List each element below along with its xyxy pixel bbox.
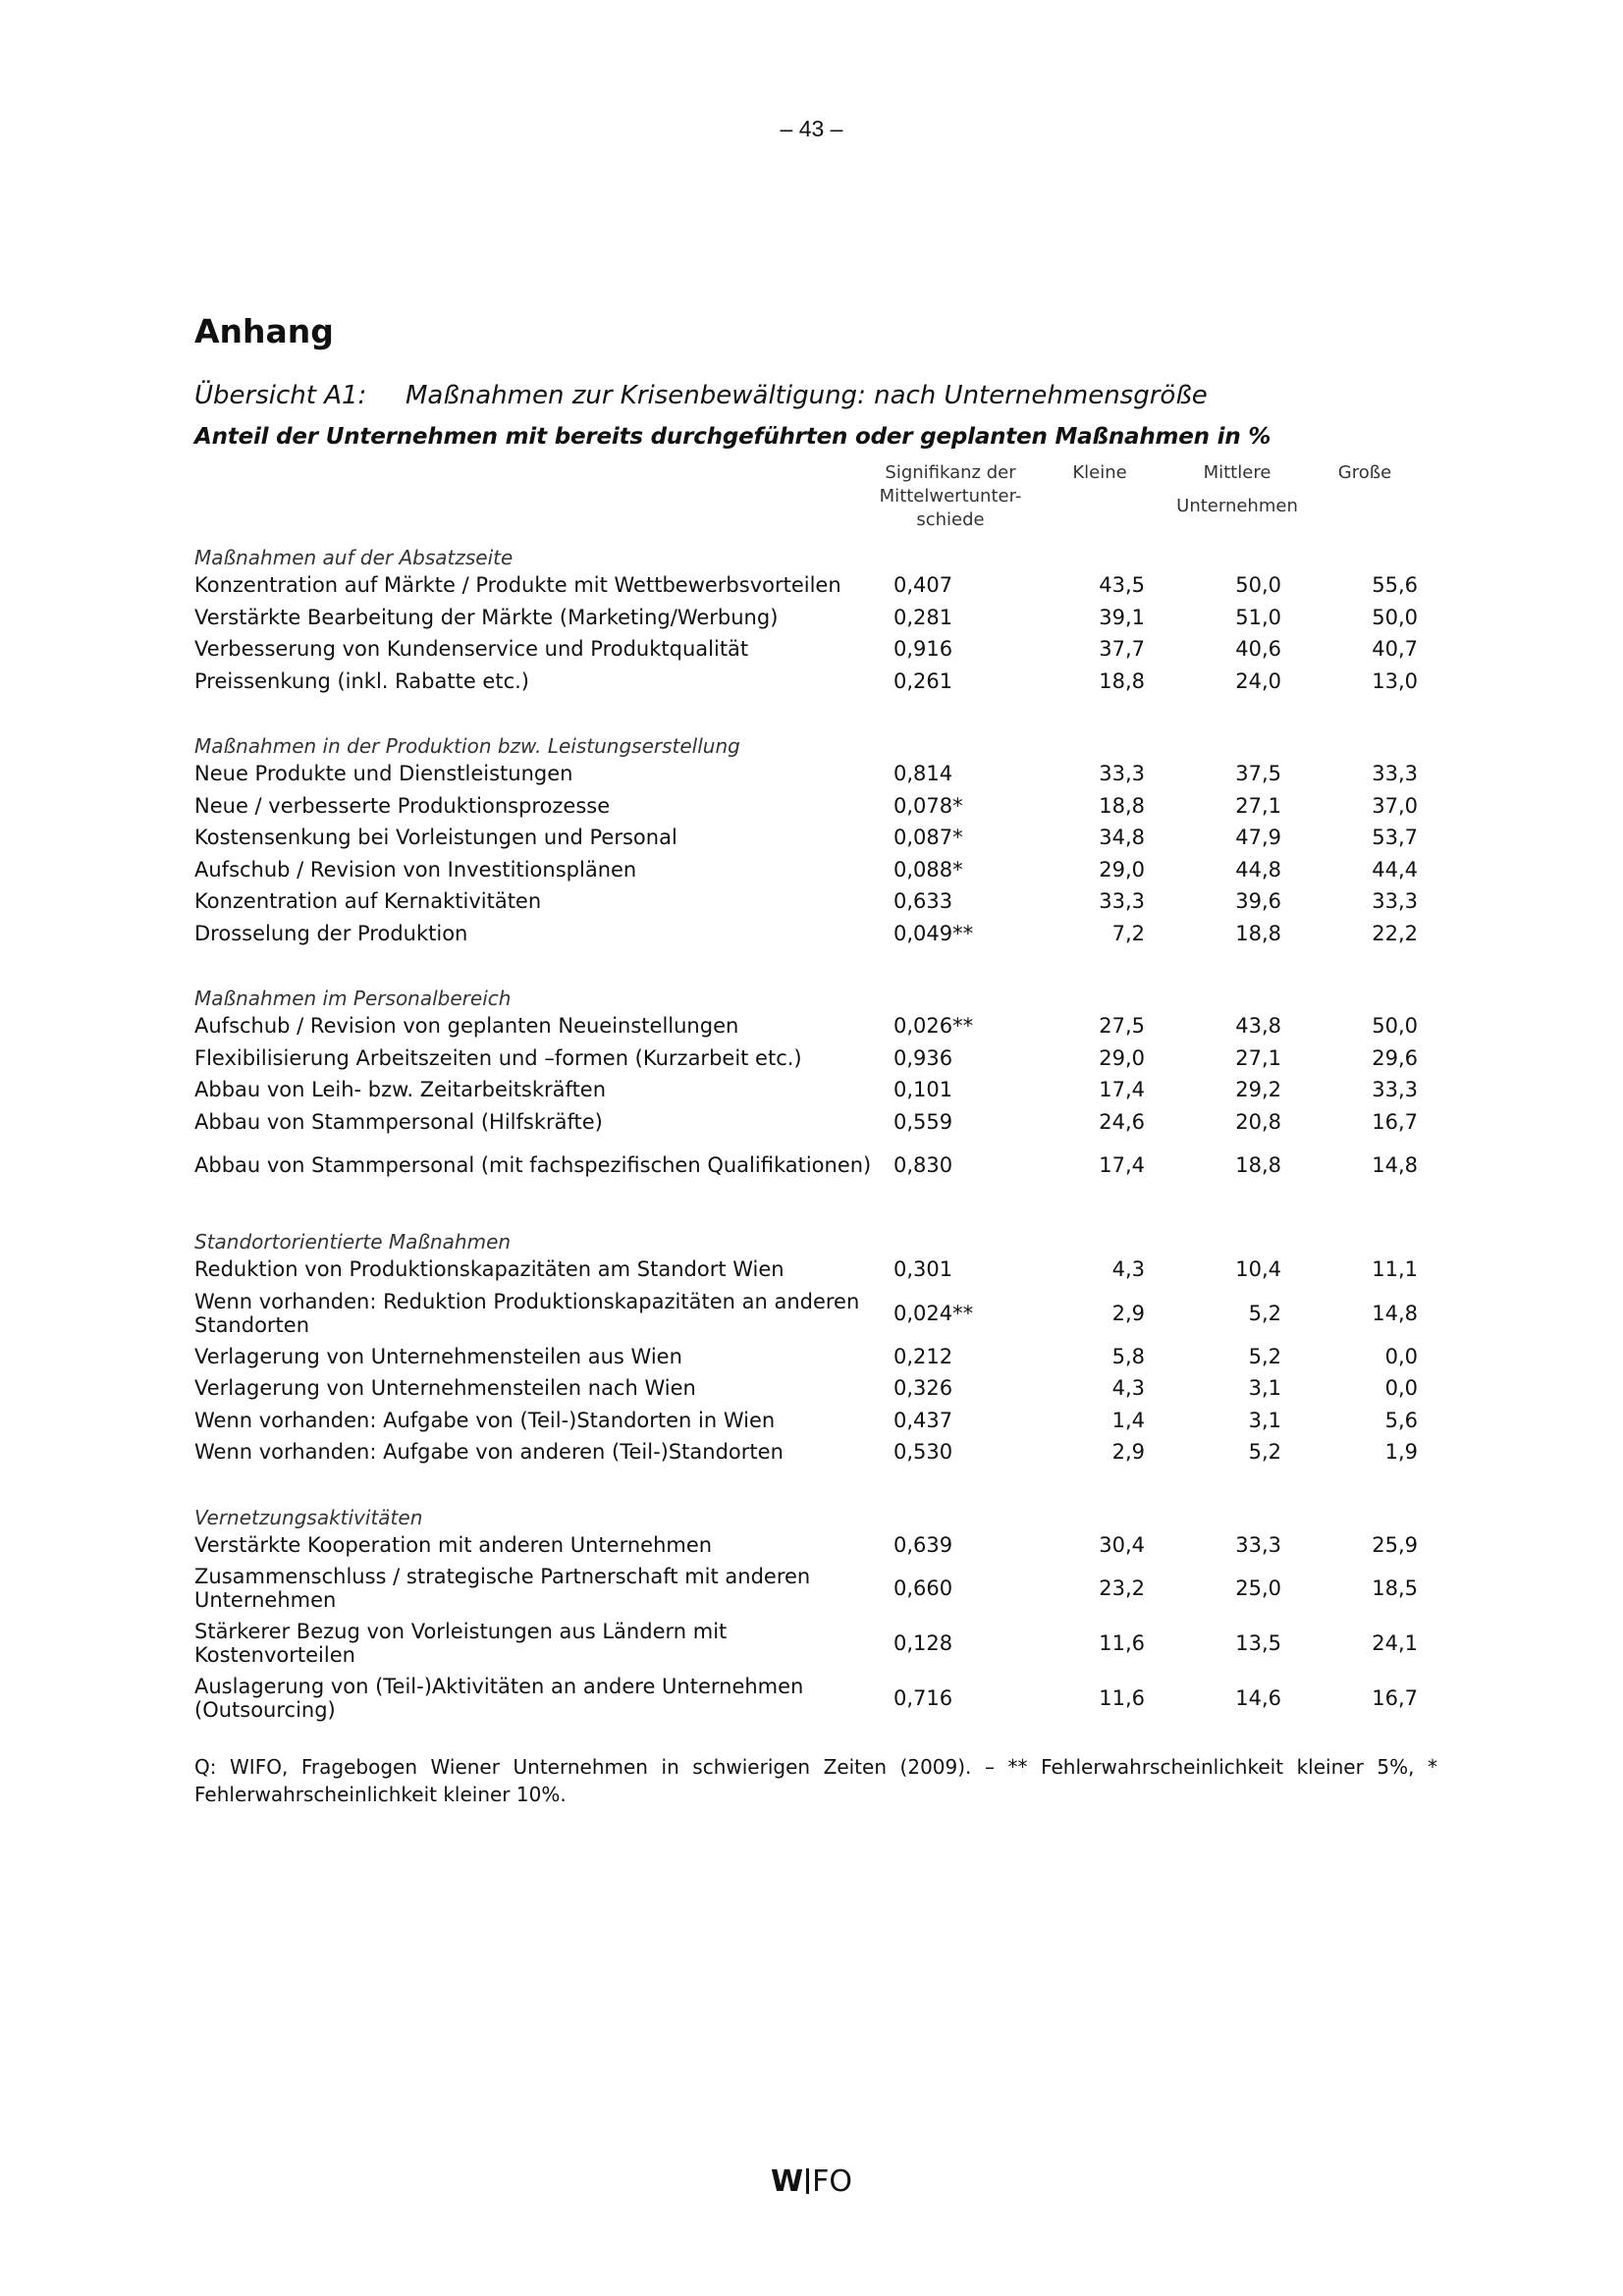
kleine-value: 2,9 xyxy=(1111,1301,1145,1325)
mittlere-value: 13,5 xyxy=(1235,1631,1281,1655)
grosse-value: 0,0 xyxy=(1384,1376,1418,1401)
kleine-value: 2,9 xyxy=(1111,1440,1145,1465)
table-title-text: Maßnahmen zur Krisenbewältigung: nach Unternehmensgröße xyxy=(406,381,1208,410)
table-row xyxy=(194,1436,1418,1468)
mittlere-value: 39,6 xyxy=(1235,889,1281,914)
table-row xyxy=(194,1074,1418,1106)
mittlere-value: 18,8 xyxy=(1235,1153,1281,1177)
kleine-value: 29,0 xyxy=(1099,857,1145,881)
significance-value: 0,326 xyxy=(893,1376,953,1401)
row-label: Kostensenkung bei Vorleistungen und Personal xyxy=(194,826,677,850)
significance-value: 0,024** xyxy=(893,1301,974,1325)
significance-value: 0,830 xyxy=(893,1153,953,1177)
kleine-value: 11,6 xyxy=(1099,1631,1145,1655)
grosse-value: 44,4 xyxy=(1372,857,1418,881)
grosse-value: 11,1 xyxy=(1372,1257,1418,1282)
row-label: Neue Produkte und Dienstleistungen xyxy=(194,762,573,786)
table-row xyxy=(194,1671,1418,1726)
grosse-value: 22,2 xyxy=(1372,921,1418,945)
grosse-value: 14,8 xyxy=(1372,1153,1418,1177)
row-label: Reduktion von Produktionskapazitäten am Standort Wien xyxy=(194,1257,784,1282)
row-label: Verstärkte Bearbeitung der Märkte (Marketing/Werbung) xyxy=(194,605,779,629)
table-row xyxy=(194,1616,1418,1671)
row-label: Wenn vorhanden: Aufgabe von anderen (Teil-)Standorten xyxy=(194,1440,784,1465)
table-row xyxy=(194,1010,1418,1042)
table-title-label: Übersicht A1: xyxy=(194,381,367,410)
significance-value: 0,916 xyxy=(893,637,953,662)
mittlere-value: 27,1 xyxy=(1235,793,1281,818)
mittlere-value: 25,0 xyxy=(1235,1576,1281,1600)
table-row xyxy=(194,633,1418,666)
mittlere-value: 43,8 xyxy=(1235,1014,1281,1039)
significance-value: 0,559 xyxy=(893,1109,953,1134)
table-row xyxy=(194,666,1418,698)
table-row xyxy=(194,854,1418,886)
mittlere-value: 18,8 xyxy=(1235,921,1281,945)
significance-value: 0,026** xyxy=(893,1014,974,1039)
row-label: Verlagerung von Unternehmensteilen nach Wien xyxy=(194,1376,696,1401)
significance-value: 0,633 xyxy=(893,889,953,914)
section-spacer xyxy=(194,697,1418,726)
row-label: Konzentration auf Kernaktivitäten xyxy=(194,889,542,914)
table-subtitle: Anteil der Unternehmen mit bereits durchgeführten oder geplanten Maßnahmen in % xyxy=(194,424,1271,450)
row-label: Aufschub / Revision von Investitionsplänen xyxy=(194,857,637,881)
mittlere-value: 14,6 xyxy=(1235,1686,1281,1710)
mittlere-value: 5,2 xyxy=(1248,1301,1281,1325)
row-label: Aufschub / Revision von geplanten Neueinstellungen xyxy=(194,1014,739,1039)
kleine-value: 27,5 xyxy=(1099,1014,1145,1039)
significance-value: 0,281 xyxy=(893,605,953,629)
grosse-value: 0,0 xyxy=(1384,1344,1418,1368)
significance-value: 0,660 xyxy=(893,1576,953,1600)
kleine-value: 1,4 xyxy=(1111,1408,1145,1432)
section-title-row xyxy=(194,538,1418,569)
column-header-signifikanz: Signifikanz der Mittelwertunter-schiede xyxy=(879,462,1022,530)
kleine-value: 37,7 xyxy=(1099,637,1145,662)
kleine-value: 33,3 xyxy=(1099,762,1145,786)
significance-value: 0,088* xyxy=(893,857,963,881)
kleine-value: 11,6 xyxy=(1099,1686,1145,1710)
mittlere-value: 5,2 xyxy=(1248,1440,1281,1465)
section-title-row xyxy=(194,1498,1418,1529)
kleine-value: 4,3 xyxy=(1111,1257,1145,1282)
column-header-mittlere: Mittlere xyxy=(1203,462,1271,483)
row-label: Verbesserung von Kundenservice und Produktqualität xyxy=(194,637,749,662)
column-header-unternehmen: Unternehmen xyxy=(1176,496,1298,516)
kleine-value: 34,8 xyxy=(1099,826,1145,850)
section-title: Vernetzungsaktivitäten xyxy=(194,1505,423,1529)
row-label: Neue / verbesserte Produktionsprozesse xyxy=(194,793,611,818)
section-title-row xyxy=(194,1222,1418,1254)
table-row xyxy=(194,758,1418,790)
mittlere-value: 33,3 xyxy=(1235,1532,1281,1557)
kleine-value: 7,2 xyxy=(1111,921,1145,945)
grosse-value: 25,9 xyxy=(1372,1532,1418,1557)
grosse-value: 1,9 xyxy=(1384,1440,1418,1465)
kleine-value: 30,4 xyxy=(1099,1532,1145,1557)
row-label: Konzentration auf Märkte / Produkte mit Wettbewerbsvorteilen xyxy=(194,573,841,598)
grosse-value: 16,7 xyxy=(1372,1686,1418,1710)
significance-value: 0,212 xyxy=(893,1344,953,1368)
grosse-value: 53,7 xyxy=(1372,826,1418,850)
significance-value: 0,049** xyxy=(893,921,974,945)
significance-value: 0,639 xyxy=(893,1532,953,1557)
row-label: Preissenkung (inkl. Rabatte etc.) xyxy=(194,668,529,693)
mittlere-value: 37,5 xyxy=(1235,762,1281,786)
kleine-value: 33,3 xyxy=(1099,889,1145,914)
section-title-row xyxy=(194,726,1418,758)
mittlere-value: 20,8 xyxy=(1235,1109,1281,1134)
grosse-value: 50,0 xyxy=(1372,1014,1418,1039)
measures-table xyxy=(194,538,1418,1726)
mittlere-value: 40,6 xyxy=(1235,637,1281,662)
grosse-value: 13,0 xyxy=(1372,668,1418,693)
mittlere-value: 29,2 xyxy=(1235,1078,1281,1102)
table-row xyxy=(194,1529,1418,1562)
table-row xyxy=(194,1138,1418,1193)
significance-value: 0,437 xyxy=(893,1408,953,1432)
section-title: Standortorientierte Maßnahmen xyxy=(194,1230,512,1254)
row-label: Flexibilisierung Arbeitszeiten und –formen (Kurzarbeit etc.) xyxy=(194,1045,802,1070)
row-label: Wenn vorhanden: Aufgabe von (Teil-)Standorten in Wien xyxy=(194,1408,776,1432)
row-label: Drosselung der Produktion xyxy=(194,921,468,945)
kleine-value: 5,8 xyxy=(1111,1344,1145,1368)
kleine-value: 18,8 xyxy=(1099,793,1145,818)
table-row xyxy=(194,822,1418,854)
grosse-value: 16,7 xyxy=(1372,1109,1418,1134)
mittlere-value: 10,4 xyxy=(1235,1257,1281,1282)
significance-value: 0,530 xyxy=(893,1440,953,1465)
significance-value: 0,407 xyxy=(893,573,953,598)
grosse-value: 18,5 xyxy=(1372,1576,1418,1600)
wifo-logo: W FO xyxy=(771,2164,852,2199)
row-label: Abbau von Leih- bzw. Zeitarbeitskräften xyxy=(194,1078,607,1102)
source-footnote: Q: WIFO, Fragebogen Wiener Unternehmen in schwierigen Zeiten (2009). – ** Fehlerwahrscheinlichkeit kleiner 5%, * Fehlerwahrscheinlichkeit kleiner 10%. xyxy=(194,1755,1437,1806)
mittlere-value: 47,9 xyxy=(1235,826,1281,850)
mittlere-value: 50,0 xyxy=(1235,573,1281,598)
table-title xyxy=(194,381,1208,410)
significance-value: 0,101 xyxy=(893,1078,953,1102)
mittlere-value: 3,1 xyxy=(1248,1408,1281,1432)
grosse-value: 5,6 xyxy=(1384,1408,1418,1432)
table-row xyxy=(194,1561,1418,1616)
section-title-row xyxy=(194,979,1418,1010)
table-row xyxy=(194,1042,1418,1075)
row-label: Wenn vorhanden: Reduktion Produktionskapazitäten an anderen Standorten xyxy=(194,1289,860,1337)
significance-value: 0,814 xyxy=(893,762,953,786)
row-label: Stärkerer Bezug von Vorleistungen aus Ländern mit Kostenvorteilen xyxy=(194,1620,728,1667)
grosse-value: 33,3 xyxy=(1372,1078,1418,1102)
table-row xyxy=(194,569,1418,602)
table-row xyxy=(194,918,1418,950)
grosse-value: 24,1 xyxy=(1372,1631,1418,1655)
kleine-value: 43,5 xyxy=(1099,573,1145,598)
mittlere-value: 44,8 xyxy=(1235,857,1281,881)
table-row xyxy=(194,1405,1418,1437)
significance-value: 0,261 xyxy=(893,668,953,693)
table-row xyxy=(194,790,1418,823)
appendix-heading: Anhang xyxy=(194,312,334,350)
significance-value: 0,936 xyxy=(893,1045,953,1070)
section-spacer xyxy=(194,949,1418,979)
kleine-value: 17,4 xyxy=(1099,1078,1145,1102)
section-title: Maßnahmen auf der Absatzseite xyxy=(194,546,514,569)
kleine-value: 23,2 xyxy=(1099,1576,1145,1600)
table-row xyxy=(194,1341,1418,1373)
table-row xyxy=(194,885,1418,918)
section-title: Maßnahmen in der Produktion bzw. Leistungserstellung xyxy=(194,734,740,758)
column-header-kleine: Kleine xyxy=(1072,462,1127,483)
significance-value: 0,078* xyxy=(893,793,963,818)
grosse-value: 33,3 xyxy=(1372,762,1418,786)
table-row xyxy=(194,1254,1418,1286)
row-label: Zusammenschluss / strategische Partnerschaft mit anderen Unternehmen xyxy=(194,1565,811,1612)
table-row xyxy=(194,602,1418,634)
table-row xyxy=(194,1106,1418,1139)
section-title: Maßnahmen im Personalbereich xyxy=(194,987,512,1010)
table-row xyxy=(194,1372,1418,1405)
mittlere-value: 27,1 xyxy=(1235,1045,1281,1070)
significance-value: 0,087* xyxy=(893,826,963,850)
grosse-value: 55,6 xyxy=(1372,573,1418,598)
kleine-value: 29,0 xyxy=(1099,1045,1145,1070)
grosse-value: 50,0 xyxy=(1372,605,1418,629)
kleine-value: 39,1 xyxy=(1099,605,1145,629)
grosse-value: 33,3 xyxy=(1372,889,1418,914)
kleine-value: 17,4 xyxy=(1099,1153,1145,1177)
kleine-value: 18,8 xyxy=(1099,668,1145,693)
significance-value: 0,301 xyxy=(893,1257,953,1282)
mittlere-value: 24,0 xyxy=(1235,668,1281,693)
grosse-value: 37,0 xyxy=(1372,793,1418,818)
significance-value: 0,128 xyxy=(893,1631,953,1655)
table-row xyxy=(194,1286,1418,1341)
grosse-value: 40,7 xyxy=(1372,637,1418,662)
section-spacer xyxy=(194,1468,1418,1498)
section-spacer xyxy=(194,1193,1418,1222)
row-label: Auslagerung von (Teil-)Aktivitäten an andere Unternehmen (Outsourcing) xyxy=(194,1675,804,1722)
mittlere-value: 51,0 xyxy=(1235,605,1281,629)
mittlere-value: 3,1 xyxy=(1248,1376,1281,1401)
row-label: Abbau von Stammpersonal (mit fachspezifischen Qualifikationen) xyxy=(194,1153,872,1177)
grosse-value: 14,8 xyxy=(1372,1301,1418,1325)
kleine-value: 24,6 xyxy=(1099,1109,1145,1134)
row-label: Abbau von Stammpersonal (Hilfskräfte) xyxy=(194,1109,603,1134)
page-number: – 43 – xyxy=(780,116,843,141)
row-label: Verstärkte Kooperation mit anderen Unternehmen xyxy=(194,1532,713,1557)
column-header-grosse: Große xyxy=(1337,462,1392,483)
grosse-value: 29,6 xyxy=(1372,1045,1418,1070)
row-label: Verlagerung von Unternehmensteilen aus Wien xyxy=(194,1344,682,1368)
mittlere-value: 5,2 xyxy=(1248,1344,1281,1368)
kleine-value: 4,3 xyxy=(1111,1376,1145,1401)
significance-value: 0,716 xyxy=(893,1686,953,1710)
